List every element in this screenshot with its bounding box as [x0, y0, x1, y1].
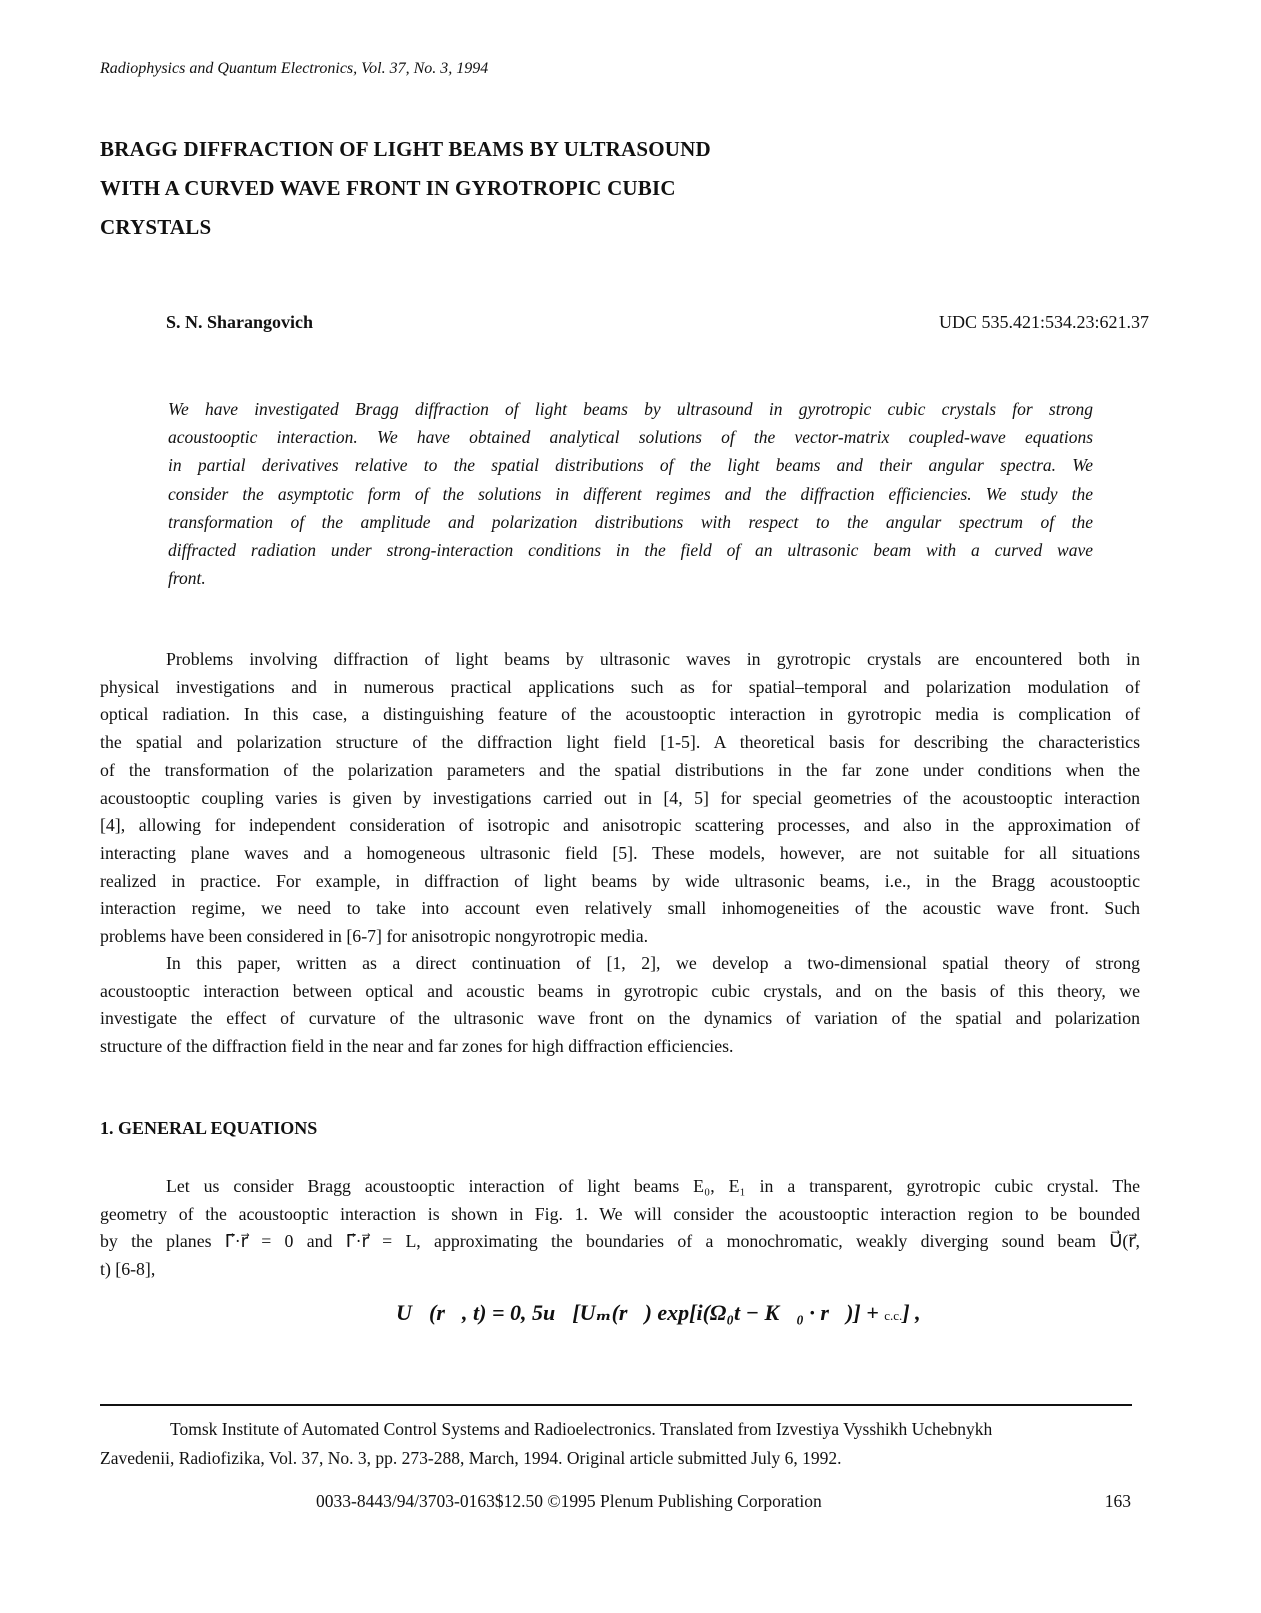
intro-paragraph-1	[100, 646, 1140, 951]
body-line: by the planes Γ⃗·r⃗ = 0 and Γ⃗·r⃗ = L, approximating the boundaries of a monochromatic, weakly diverging sound beam U⃗(r⃗,	[100, 1231, 1140, 1252]
author-name: S. N. Sharangovich	[166, 312, 314, 332]
body-line: geometry of the acoustooptic interaction is shown in Fig. 1. We will consider the acoustooptic interaction region to be bounded	[100, 1203, 1140, 1224]
abstract-line: We have investigated Bragg diffraction of light beams by ultrasound in gyrotropic cubic crystals for strong	[168, 399, 1093, 419]
body-line: interacting plane waves and a homogeneous ultrasonic field [5]. These models, however, are not suitable for all situations	[100, 842, 1140, 863]
copyright-code: 0033-8443/94/3703-0163$12.50 ©1995 Plenum Publishing Corporation	[316, 1491, 822, 1511]
body-line: the spatial and polarization structure of the diffraction light field [1-5]. A theoretical basis for describing the characteristics	[100, 732, 1140, 753]
udc-code: UDC 535.421:534.23:621.37	[938, 312, 1149, 332]
body-line: acoustooptic interaction between optical and acoustic beams in gyrotropic cubic crystals, and on the basis of this theory, we	[100, 980, 1140, 1001]
abstract-line: transformation of the amplitude and polarization distributions with respect to the angular spectrum of the	[168, 511, 1093, 532]
body-line: interaction regime, we need to take into account even relatively small inhomogeneities of the acoustic wave front. Such	[100, 898, 1140, 919]
abstract	[168, 395, 1093, 592]
body-line: problems have been considered in [6-7] for anisotropic nongyrotropic media.	[100, 926, 649, 947]
journal-citation: Radiophysics and Quantum Electronics, Vol. 37, No. 3, 1994	[100, 60, 489, 77]
section-heading: 1. GENERAL EQUATIONS	[100, 1118, 318, 1138]
section-1-paragraph	[100, 1173, 1140, 1284]
body-line: Problems involving diffraction of light beams by ultrasonic waves in gyrotropic crystals are encountered both in	[166, 649, 1140, 669]
intro-paragraph-2	[100, 950, 1140, 1061]
title-line: BRAGG DIFFRACTION OF LIGHT BEAMS BY ULTRASOUND	[100, 137, 711, 161]
title-line: WITH A CURVED WAVE FRONT IN GYROTROPIC CUBIC	[100, 176, 676, 200]
footnote-line: Zavedenii, Radiofizika, Vol. 37, No. 3, pp. 273-288, March, 1994. Original article submitted July 6, 1992.	[100, 1448, 842, 1468]
paper-title	[100, 130, 860, 247]
body-line: of the transformation of the polarization parameters and the spatial distributions in the far zone under conditions when the	[100, 759, 1140, 780]
body-line: acoustooptic coupling varies is given by investigations carried out in [4, 5] for special geometries of the acoustooptic interaction	[100, 787, 1140, 808]
equation-end: ] ,	[902, 1300, 921, 1325]
body-line: realized in practice. For example, in diffraction of light beams by wide ultrasonic beams, i.e., in the Bragg acoustooptic	[100, 870, 1140, 891]
body-line: investigate the effect of curvature of the ultrasonic wave front on the dynamics of variation of the spatial and polarization	[100, 1008, 1140, 1029]
body-line: optical radiation. In this case, a distinguishing feature of the acoustooptic interaction in gyrotropic media is complication of	[100, 704, 1140, 725]
body-line: physical investigations and in numerous practical applications such as for spatial–temporal and polarization modulation of	[100, 676, 1140, 697]
footnote-line: Tomsk Institute of Automated Control Systems and Radioelectronics. Translated from Izvestiya Vysshikh Uchebnykh	[170, 1419, 993, 1439]
abstract-line: in partial derivatives relative to the spatial distributions of the light beams and their angular spectra. We	[168, 455, 1093, 476]
body-line: In this paper, written as a direct continuation of [1, 2], we develop a two-dimensional spatial theory of strong	[166, 953, 1140, 973]
body-line: [4], allowing for independent consideration of isotropic and anisotropic scattering processes, and also in the approximation of	[100, 815, 1140, 836]
page-number: 163	[1104, 1491, 1131, 1511]
equation-cc: c.c.	[884, 1308, 903, 1323]
body-line: Let us consider Bragg acoustooptic interaction of light beams E₀, E₁ in a transparent, gyrotropic cubic crystal. The	[166, 1176, 1140, 1196]
abstract-line: consider the asymptotic form of the solutions in different regimes and the diffraction efficiencies. We study the	[168, 483, 1093, 504]
abstract-line: acoustooptic interaction. We have obtained analytical solutions of the vector-matrix coupled-wave equations	[168, 427, 1093, 448]
title-line: CRYSTALS	[100, 215, 212, 239]
equation-sound-beam	[396, 1300, 921, 1326]
footnote	[100, 1415, 1132, 1473]
abstract-line: diffracted radiation under strong-interaction conditions in the field of an ultrasonic beam with a curved wave	[168, 540, 1093, 561]
equation-main: U⃗(r⃗, t) = 0, 5u⃗[Uₘ(r⃗) exp[i(Ω₀t − K⃗₀ · r⃗)] +	[396, 1300, 885, 1325]
abstract-line: front.	[168, 568, 206, 589]
body-line: t) [6-8],	[100, 1259, 156, 1280]
footnote-rule	[100, 1404, 1132, 1406]
body-line: structure of the diffraction field in the near and far zones for high diffraction efficiencies.	[100, 1036, 734, 1057]
